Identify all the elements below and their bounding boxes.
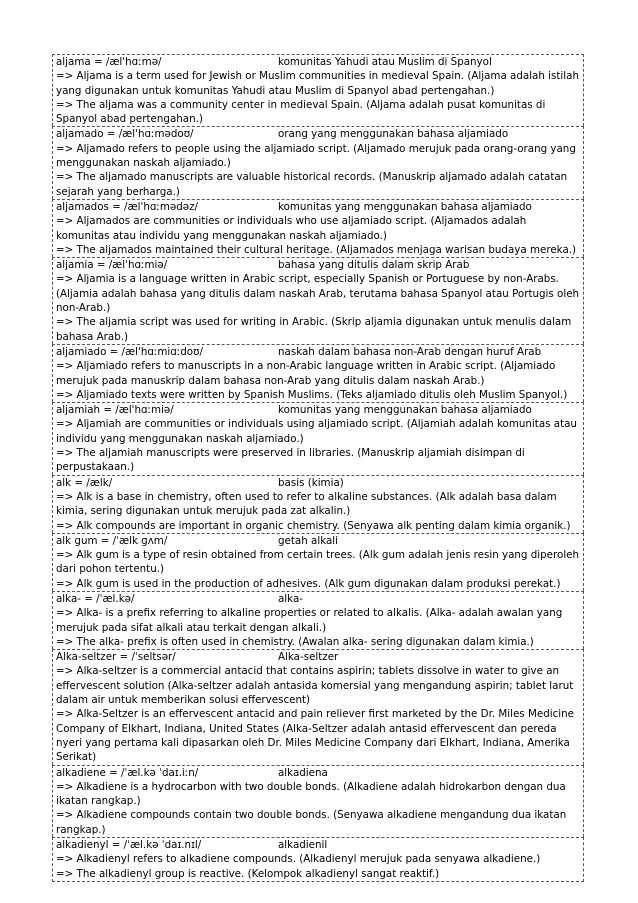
entry-term: alk gum = /ˈælk ɡʌm/ (56, 534, 168, 547)
example-sentence: => Alk gum is used in the production of adhesives. (Alk gum digunakan dalam produksi perekat.) (56, 577, 561, 590)
example-sentence: => Alkadiene is a hydrocarbon with two double bonds. (Alkadiene adalah hidrokarbon dengan dua ikatan rangkap.) (56, 780, 566, 808)
example-sentence: => Aljamado refers to people using the aljamiado script. (Aljamado merujuk pada orang-orang yang menggunakan naskah aljamiado.) (56, 142, 576, 170)
entry-term: Alka-seltzer = /ˈseltsər/ (56, 651, 176, 664)
entry-aljamiah (52, 402, 584, 474)
entry-term: aljamiah = /æl'hɑːmiə/ (56, 404, 174, 417)
example-sentence: => The aljamado manuscripts are valuable historical records. (Manuskrip aljamado adalah catatan sejarah yang berharga.) (56, 171, 568, 198)
example-sentence: => Alk compounds are important in organic chemistry. (Senyawa alk penting dalam kimia organik.) (56, 519, 571, 532)
example-sentence: => The aljamia script was used for writing in Arabic. (Skrip aljamia digunakan untuk menulis dalam bahasa Arab.) (56, 316, 572, 343)
example-sentence: => Alk is a base in chemistry, often used to refer to alkaline substances. (Alk adalah basa dalam kimia, sering digunakan untuk merujuk pada zat alkalin.) (56, 490, 557, 518)
example-sentence: => Aljama is a term used for Jewish or Muslim communities in medieval Spain. (Aljama adalah istilah yang digunakan untuk komunitas Yahudi atau Muslim di Spanyol abad pertengahan.) (56, 70, 579, 97)
example-sentence: => Aljamia is a language written in Arabic script, especially Spanish or Portuguese by non-Arabs. (Aljamia adalah bahasa yang ditulis dalam naskah Arab, terutama bahasa Spanyol atau Portugis oleh non-Arab.) (56, 273, 580, 315)
example-sentence: => The aljamados maintained their cultural heritage. (Aljamados menjaga warisan budaya mereka.) (56, 243, 577, 256)
entry-translation: komunitas Yahudi atau Muslim di Spanyol (278, 56, 492, 68)
entry-alk-gum (52, 533, 584, 591)
example-sentence: => Alkadiene compounds contain two double bonds. (Senyawa alkadiene mengandung dua ikatan rangkap.) (56, 809, 567, 836)
entry-alkadienyl (52, 837, 584, 882)
entry-alka-seltzer (52, 649, 584, 764)
entry-translation: alkadiena (278, 766, 328, 779)
entry-translation: basis (kimia) (278, 476, 344, 489)
entry-term: aljamiado = /æl'hɑːmiɑːdoʊ/ (56, 345, 203, 358)
entry-translation: komunitas yang menggunakan bahasa aljamiado (278, 200, 532, 213)
entry-translation: komunitas yang menggunakan bahasa aljamiado (278, 404, 532, 417)
entry-alk (52, 475, 584, 533)
entry-aljamado (52, 126, 584, 198)
example-sentence: => The aljama was a community center in medieval Spain. (Aljama adalah pusat komunitas di Spanyol abad pertengahan.) (56, 98, 546, 126)
example-sentence: => The alka- prefix is often used in chemistry. (Awalan alka- sering digunakan dalam kimia.) (56, 635, 534, 648)
dictionary-page (52, 54, 584, 882)
entry-term: alkadienyl = /ˈæl.kə ˈdaɪ.nɪl/ (56, 839, 202, 852)
entry-alka (52, 591, 584, 649)
entry-translation: bahasa yang ditulis dalam skrip Arab (278, 259, 470, 272)
entry-aljamia (52, 257, 584, 344)
entry-aljamiado (52, 344, 584, 402)
entry-alkadiene (52, 765, 584, 837)
entry-aljama (52, 54, 584, 126)
example-sentence: => Alka-Seltzer is an effervescent antacid and pain reliever first marketed by the Dr. Miles Medicine Company of Elkhart, Indiana, United States (Alka-Seltzer adalah antasid effervescent dan pereda nyeri yang pertama kali dipasarkan oleh Dr. Miles Medicine Company dari Elkhart, Indiana, Amerika Serikat) (56, 708, 574, 764)
example-sentence: => The alkadienyl group is reactive. (Kelompok alkadienyl sangat reaktif.) (56, 867, 440, 880)
example-sentence: => Aljamiado texts were written by Spanish Muslims. (Teks aljamiado ditulis oleh Muslim Spanyol.) (56, 388, 568, 401)
entry-aljamados (52, 199, 584, 257)
entry-translation: orang yang menggunakan bahasa aljamiado (278, 128, 509, 141)
entry-translation: getah alkali (278, 534, 339, 547)
example-sentence: => Alk gum is a type of resin obtained from certain trees. (Alk gum adalah jenis resin yang diperoleh dari pohon tertentu.) (56, 549, 580, 576)
example-sentence: => Aljamiah are communities or individuals using aljamiado script. (Aljamiah adalah komunitas atau individu yang menggunakan naskah aljamiado.) (56, 418, 577, 445)
example-sentence: => Alka-seltzer is a commercial antacid that contains aspirin; tablets dissolve in water to give an effervescent solution (Alka-seltzer adalah antasida komersial yang mengandung aspirin; tablet larut dalam air untuk memberikan solusi effervescent) (56, 665, 574, 707)
example-sentence: => Aljamiado refers to manuscripts in a non-Arabic language written in Arabic script. (Aljamiado merujuk pada manuskrip dalam bahasa non-Arab yang ditulis dalam naskah Arab.) (56, 360, 556, 387)
entry-translation: alka- (278, 592, 303, 605)
entry-term: aljamados = /æl'hɑːmədəz/ (56, 200, 198, 213)
entry-term: aljamia = /æl'hɑːmiə/ (56, 259, 168, 272)
example-sentence: => Alkadienyl refers to alkadiene compounds. (Alkadienyl merujuk pada senyawa alkadiene.) (56, 853, 541, 866)
example-sentence: => Alka- is a prefix referring to alkaline properties or related to alkalis. (Alka- adalah awalan yang merujuk pada sifat alkali atau terkait dengan alkali.) (56, 607, 563, 634)
entry-term: alka- = /ˈæl.kə/ (56, 592, 135, 605)
entry-translation: Alka-seltzer (278, 651, 339, 664)
entry-term: alkadiene = /ˈæl.kə ˈdaɪ.iːn/ (56, 766, 199, 779)
entry-term: aljama = /æl'hɑːmə/ (56, 56, 162, 68)
entry-translation: alkadienil (278, 839, 328, 852)
entry-term: alk = /ælk/ (56, 476, 113, 489)
example-sentence: => Aljamados are communities or individuals who use aljamiado script. (Aljamados adalah komunitas atau individu yang menggunakan naskah aljamiado.) (56, 215, 527, 242)
entry-translation: naskah dalam bahasa non-Arab dengan huruf Arab (278, 345, 542, 358)
example-sentence: => The aljamiah manuscripts were preserved in libraries. (Manuskrip aljamiah disimpan di perpustakaan.) (56, 447, 525, 474)
entry-term: aljamado = /æl'hɑːmədoʊ/ (56, 128, 194, 141)
